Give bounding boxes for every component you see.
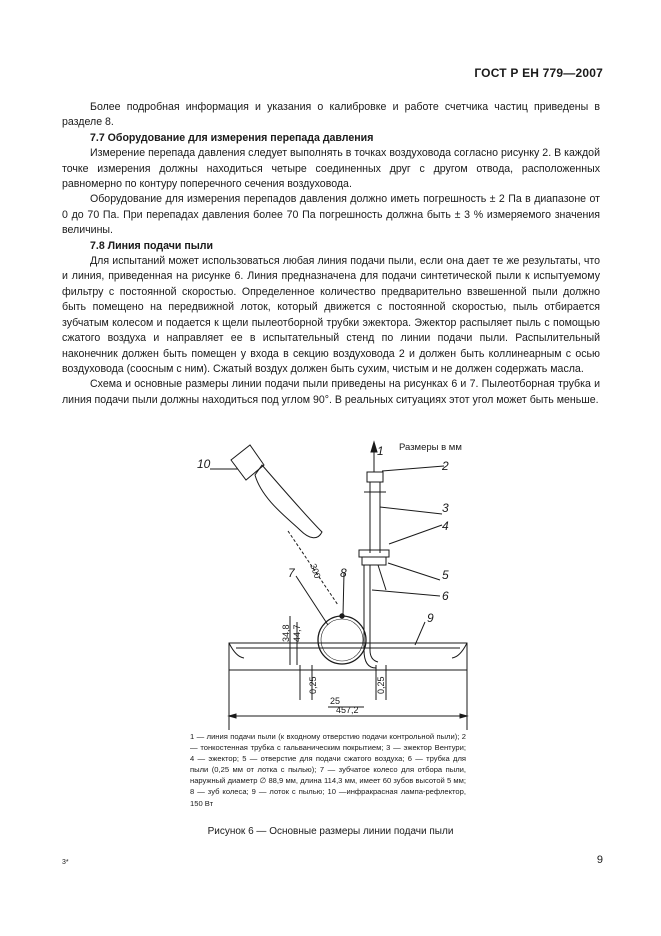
caption-text: 1 — линия подачи пыли (к входному отверстию подачи контрольной пыли); 2 — тонкостенная трубка с гальваническим покрытием; 3 — эжектор Вентури; 4 — эжектор; 5 — отверстие для подачи сжатого воздуха; 6 — трубка для пыли (0,25 мм от лотка с пылью); 7 — зубчатое колесо для отбора пыли, наружный диаметр ∅ 88,9 мм, длина 114,3 мм, имеет 60 зубов высотой 5 мм; 8 — зуб колеса; 9 — лоток с пылью; 10 —инфракрасная лампа-рефлектор, 150 Вт <box>190 732 466 808</box>
heading-7-8: 7.8 Линия подачи пыли <box>90 239 214 252</box>
label-4: 4 <box>442 519 449 533</box>
dim-34-8: 34,8 <box>281 624 291 642</box>
dim-0-25-right: 0,25 <box>376 676 386 694</box>
toothed-wheel <box>318 616 366 664</box>
label-2: 2 <box>442 459 449 473</box>
footer-mark: 3* <box>62 859 69 866</box>
ejector-tip <box>367 472 383 482</box>
label-10: 10 <box>197 457 211 471</box>
label-6: 6 <box>442 589 449 603</box>
heading-7-7: 7.7 Оборудование для измерения перепада давления <box>90 131 374 144</box>
figure-title: Рисунок 6 — Основные размеры линии подачи пыли <box>207 826 454 837</box>
dust-tray <box>229 643 467 670</box>
paragraph-dust-feeder: Для испытаний может использоваться любая линия подачи пыли, если она дает те же результаты, что и линия, приведенная на рисунке 6. Линия предназначена для подачи синтетической пыли к испытуемому фильтру с постоянной скоростью. Определенное количество предварительно взвешенной пыли должно быть помещено на передвижной лоток, который движется с постоянной скоростью, пыль отбирается зубчатым колесом и подается к щели пылеотборной трубки эжектора. Эжектор распыляет пыль с помощью сжатого воздуха и направляет ее в испытательный стенд по линии подачи пыли. Распылительный наконечник должен быть помещен у входа в секцию воздуховода 2 и должен быть коллинеарным с осью воздуховода (соосным с ним). Сжатый воздух должен быть сухим, чистым и не должен содержать масла. <box>62 255 600 375</box>
paragraph-calibration: Более подробная информация и указания о калибровке и работе счетчика частиц приведены в разделе 8. <box>62 101 600 129</box>
paragraph-figure-reference: Схема и основные размеры линии подачи пыли приведены на рисунках 6 и 7. Пылеотборная трубка и линия подачи пыли должны находиться под углом 90°. В реальных ситуациях этот угол может быть меньше. <box>62 378 600 406</box>
label-1: 1 <box>377 444 384 458</box>
paragraph-pressure-accuracy: Оборудование для измерения перепадов давления должно иметь погрешность ± 2 Па в диапазоне от 0 до 70 Па. При перепадах давления более 70 Па погрешность должна быть ± 3 % измеряемого значения величины. <box>62 193 600 237</box>
dim-300: 300 <box>308 562 323 580</box>
paragraph-pressure-points: Измерение перепада давления следует выполнять в точках воздуховода согласно рисунку 2. В каждой точке измерения должны находиться четыре соединенных друг с другом отвода, расположенных равномерно по контуру поперечного сечения воздуховода. <box>62 147 600 191</box>
wheel-tooth <box>340 614 344 618</box>
ejector-body <box>359 550 389 557</box>
label-9: 9 <box>427 611 434 625</box>
dim-25: 25 <box>330 696 341 706</box>
page-number: 9 <box>596 854 603 866</box>
dim-0-25-left: 0,25 <box>308 676 318 694</box>
dim-44-7: 44,7 <box>292 624 302 642</box>
dim-457-2: 457,2 <box>336 705 359 715</box>
lamp <box>255 465 322 538</box>
figure-caption <box>190 731 466 809</box>
label-7: 7 <box>288 566 295 580</box>
document-header: ГОСТ Р ЕН 779—2007 <box>474 66 603 80</box>
units-note: Размеры в мм <box>399 442 462 453</box>
label-8: 8 <box>340 566 347 580</box>
label-3: 3 <box>442 501 449 515</box>
label-5: 5 <box>442 568 449 582</box>
